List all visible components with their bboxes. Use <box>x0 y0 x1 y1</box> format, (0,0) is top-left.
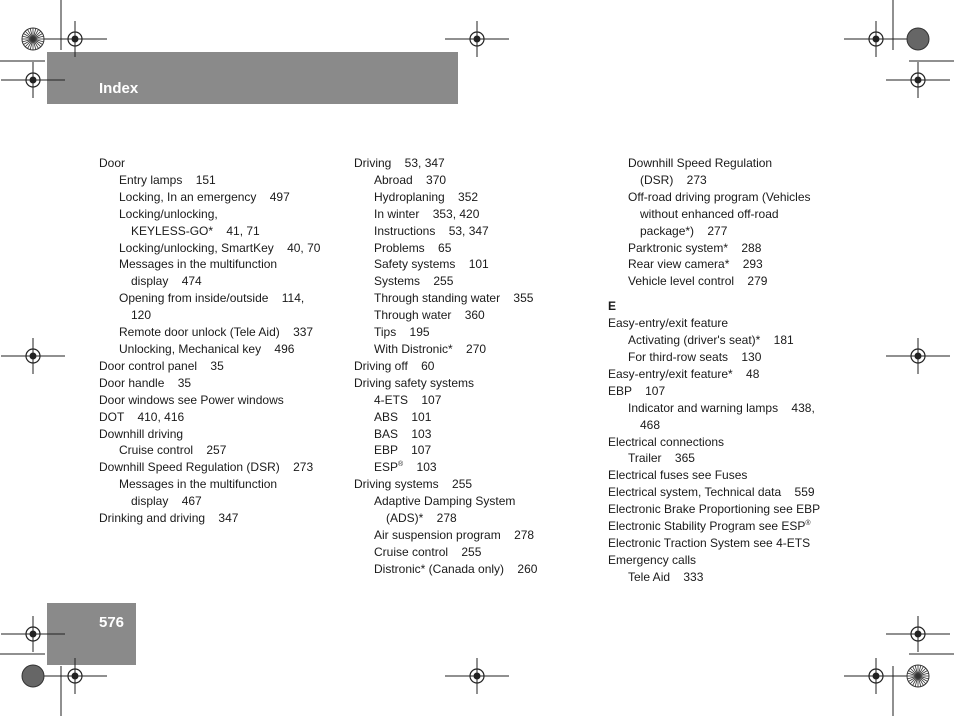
index-entry-text: Downhill driving <box>99 426 184 441</box>
index-entry-text: Abroad 370 <box>374 172 447 187</box>
index-entry-text: Problems 65 <box>374 240 452 255</box>
index-entry-text: Locking/unlocking, SmartKey 40, 70 <box>119 240 321 255</box>
registration-crosshair-icon <box>43 658 107 694</box>
index-entry-text: 120 <box>131 308 152 323</box>
index-entry-text: Easy-entry/exit feature* 48 <box>608 366 760 381</box>
page-number: 576 <box>99 614 125 631</box>
registration-crosshair-icon <box>886 616 950 652</box>
registration-rosette-icon <box>22 665 44 687</box>
index-entry-text: Easy-entry/exit feature <box>608 316 729 331</box>
registration-crosshair-icon <box>886 338 950 374</box>
index-entry-text: Hydroplaning 352 <box>374 189 479 204</box>
index-entry-text: ABS 101 <box>374 409 432 424</box>
page-title: Index <box>99 80 139 97</box>
registration-crosshair-icon <box>1 616 65 652</box>
registration-crosshair-icon <box>844 21 908 57</box>
index-entry-text: Indicator and warning lamps 438, <box>628 400 815 415</box>
index-entry-text: Driving off 60 <box>354 358 435 373</box>
registration-crosshair-icon <box>844 658 908 694</box>
registration-rosette-icon <box>907 28 929 50</box>
index-entry-text: without enhanced off-road <box>640 206 779 221</box>
index-entry-text: Remote door unlock (Tele Aid) 337 <box>119 325 314 340</box>
index-entry-text: Downhill Speed Regulation (DSR) 273 <box>99 460 314 475</box>
index-entry-text: BAS 103 <box>374 426 432 441</box>
index-entry-text: package*) 277 <box>640 223 728 238</box>
index-entry-text: Adaptive Damping System <box>374 494 516 509</box>
index-entry-text: Electrical system, Technical data 559 <box>608 485 815 500</box>
index-entry-text: 4-ETS 107 <box>374 392 442 407</box>
index-entry-text: Door handle 35 <box>99 375 192 390</box>
index-entry-text: Tips 195 <box>374 325 430 340</box>
index-entry-text: Messages in the multifunction <box>119 477 278 492</box>
registration-crosshair-icon <box>1 62 65 98</box>
index-entry-text: Emergency calls <box>608 552 697 567</box>
registration-rosette-icon <box>907 665 929 687</box>
index-entry-text: With Distronic* 270 <box>374 341 487 356</box>
index-entry-text: Electrical connections <box>608 434 725 449</box>
index-entry-text: Unlocking, Mechanical key 496 <box>119 341 295 356</box>
index-entry-text: DOT 410, 416 <box>99 409 185 424</box>
index-entry-text: Activating (driver's seat)* 181 <box>628 333 794 348</box>
index-entry-text: (ADS)* 278 <box>386 511 457 526</box>
index-entry-text: Door control panel 35 <box>99 358 224 373</box>
index-entry-text: Through standing water 355 <box>374 291 534 306</box>
index-entry-text: Electrical fuses see Fuses <box>608 468 748 483</box>
index-entry-text: Parktronic system* 288 <box>628 240 762 255</box>
index-entry-text: 468 <box>640 417 661 432</box>
index-entry-text: EBP 107 <box>374 443 432 458</box>
index-entry-text: Electronic Brake Proportioning see EBP <box>608 502 821 517</box>
index-entry-text: (DSR) 273 <box>640 172 707 187</box>
index-entry-text: EBP 107 <box>608 383 666 398</box>
registration-crosshair-icon <box>43 21 107 57</box>
index-entry-text: Opening from inside/outside 114, <box>119 291 305 306</box>
index-entry-text: KEYLESS-GO* 41, 71 <box>131 223 260 238</box>
index-entry-text: Driving 53, 347 <box>354 156 445 170</box>
index-entry-text: Vehicle level control 279 <box>628 274 768 289</box>
index-entry-page: 103 <box>403 460 437 475</box>
index-entry-text: Driving safety systems <box>354 375 475 390</box>
index-entry-text: Off-road driving program (Vehicles <box>628 189 811 204</box>
index-entry-text: Distronic* (Canada only) 260 <box>374 561 538 576</box>
registered-mark: ® <box>398 461 404 469</box>
index-entry-text: Systems 255 <box>374 274 454 289</box>
registration-rosette-icon <box>22 28 44 50</box>
index-entry-text: Safety systems 101 <box>374 257 489 272</box>
index-entry-text: Air suspension program 278 <box>374 527 535 542</box>
index-entry-text: Driving systems 255 <box>354 477 473 492</box>
index-entry-text: Through water 360 <box>374 308 485 323</box>
index-entry-text: For third-row seats 130 <box>628 349 762 364</box>
index-entry-text: Messages in the multifunction <box>119 257 278 272</box>
index-entry-text: Trailer 365 <box>628 451 695 466</box>
index-entry-text: Electronic Stability Program see ESP <box>608 519 806 534</box>
registration-crosshair-icon <box>445 21 509 57</box>
index-entry-text: display 474 <box>131 274 202 289</box>
registration-crosshair-icon <box>886 62 950 98</box>
index-entry-text: Cruise control 257 <box>119 443 227 458</box>
index-entry-text: Drinking and driving 347 <box>99 511 239 526</box>
index-entry-text: ESP <box>374 460 399 475</box>
index-entry-text: Rear view camera* 293 <box>628 257 763 272</box>
index-entry-text: Instructions 53, 347 <box>374 223 489 238</box>
index-entry-text: In winter 353, 420 <box>374 206 480 221</box>
index-entry-text: Tele Aid 333 <box>628 569 704 584</box>
index-entry-text: Door <box>99 156 126 170</box>
index-entry-text: Electronic Traction System see 4-ETS <box>608 535 811 550</box>
registration-crosshair-icon <box>1 338 65 374</box>
index-entry-text: E <box>608 299 617 314</box>
index-entry-text: Downhill Speed Regulation <box>628 156 773 170</box>
index-entry-text: Locking, In an emergency 497 <box>119 189 290 204</box>
index-entry-text: Door windows see Power windows <box>99 392 284 407</box>
index-entry-text: Cruise control 255 <box>374 544 482 559</box>
index-entry-text: Locking/unlocking, <box>119 206 218 221</box>
registered-mark: ® <box>805 520 811 528</box>
registration-crosshair-icon <box>445 658 509 694</box>
index-entry-text: display 467 <box>131 494 202 509</box>
index-entry-text: Entry lamps 151 <box>119 172 216 187</box>
